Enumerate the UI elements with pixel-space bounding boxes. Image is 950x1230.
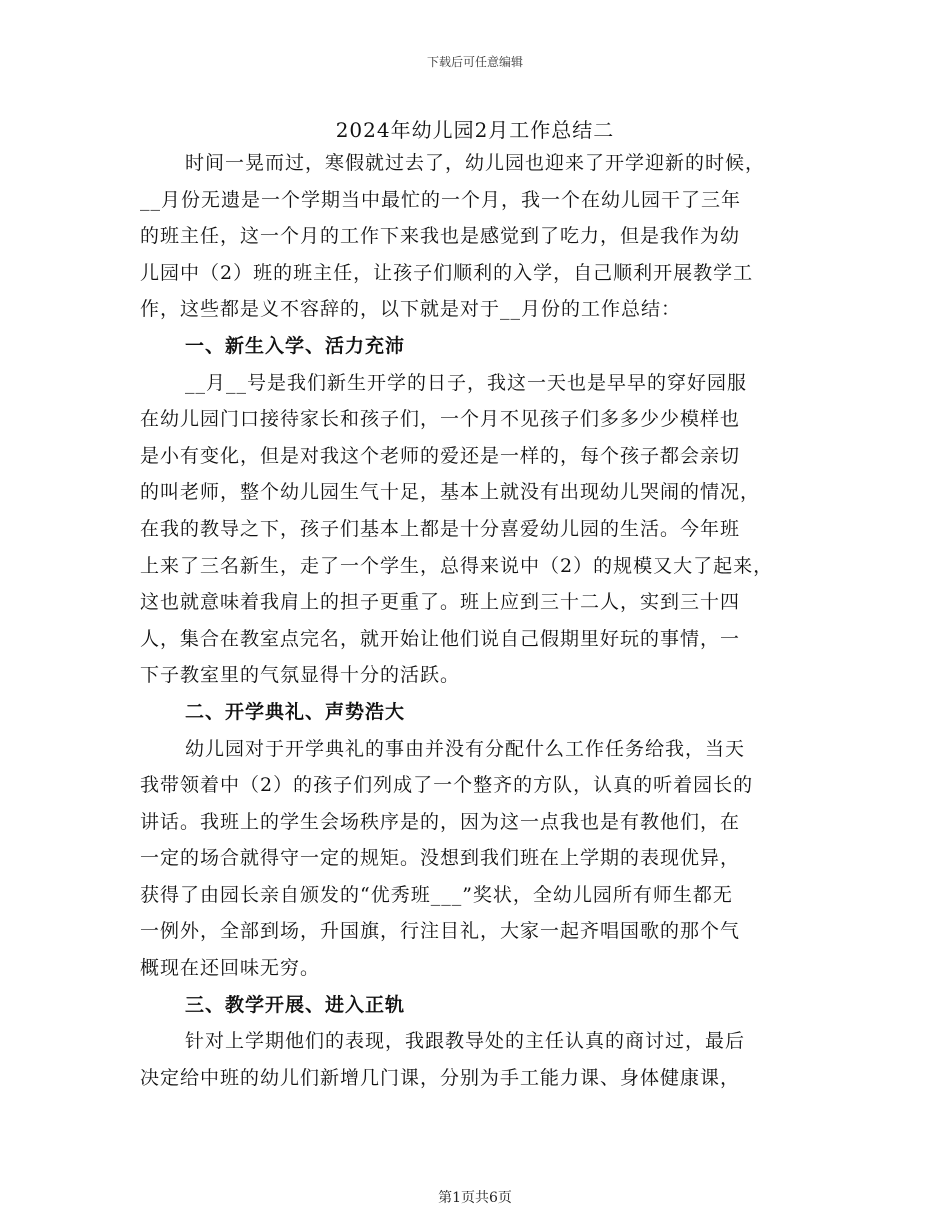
paragraph-line: 上来了三名新生，走了一个学生，总得来说中（2）的规模又大了起来， xyxy=(140,554,774,577)
paragraph-line: 人，集合在教室点完名，就开始让他们说自己假期里好玩的事情，一 xyxy=(140,627,741,650)
paragraph-line: 在我的教导之下，孩子们基本上都是十分喜爱幼儿园的生活。今年班 xyxy=(140,517,741,540)
paragraph-line: 是小有变化，但是对我这个老师的爱还是一样的，每个孩子都会亲切 xyxy=(140,444,741,467)
paragraph-line: 决定给中班的幼儿们新增几门课，分别为手工能力课、身体健康课， xyxy=(140,1066,741,1089)
document-title: 2024年幼儿园2月工作总结二 xyxy=(335,118,615,142)
paragraph-line: 时间一晃而过，寒假就过去了，幼儿园也迎来了开学迎新的时候， xyxy=(185,152,766,174)
section-heading: 三、教学开展、进入正轨 xyxy=(185,993,406,1016)
paragraph-line: 一例外，全部到场，升国旗，行注目礼，大家一起齐唱国歌的那个气 xyxy=(140,920,741,943)
page-number-footer: 第1页共6页 xyxy=(438,1190,512,1206)
paragraph-line: __月份无遗是一个学期当中最忙的一个月，我一个在幼儿园干了三年 xyxy=(140,188,742,211)
paragraph-line: 讲话。我班上的学生会场秩序是的，因为这一点我也是有教他们，在 xyxy=(140,810,741,833)
section-heading: 二、开学典礼、声势浩大 xyxy=(185,700,406,723)
paragraph-line: 概现在还回味无穷。 xyxy=(140,957,321,980)
section-heading: 一、新生入学、活力充沛 xyxy=(185,334,406,357)
paragraph-line: __月__号是我们新生开学的日子，我这一天也是早早的穿好园服 xyxy=(185,371,748,394)
paragraph-line: 的叫老师，整个幼儿园生气十足，基本上就没有出现幼儿哭闹的情况， xyxy=(140,481,761,504)
paragraph-line: 我带领着中（2）的孩子们列成了一个整齐的方队，认真的听着园长的 xyxy=(140,774,754,797)
paragraph-line: 针对上学期他们的表现，我跟教导处的主任认真的商讨过，最后 xyxy=(185,1030,746,1053)
paragraph-line: 一定的场合就得守一定的规矩。没想到我们班在上学期的表现优异， xyxy=(140,847,741,870)
paragraph-line: 这也就意味着我肩上的担子更重了。班上应到三十二人，实到三十四 xyxy=(140,591,741,614)
paragraph-line: 作，这些都是义不容辞的，以下就是对于__月份的工作总结： xyxy=(140,298,682,321)
header-note: 下载后可任意编辑 xyxy=(426,55,523,69)
paragraph-line: 下子教室里的气氛显得十分的活跃。 xyxy=(140,664,461,687)
paragraph-line: 在幼儿园门口接待家长和孩子们，一个月不见孩子们多多少少模样也 xyxy=(140,408,741,431)
paragraph-line: 幼儿园对于开学典礼的事由并没有分配什么工作任务给我，当天 xyxy=(185,737,746,760)
paragraph-line: 获得了由园长亲自颁发的“优秀班___”奖状，全幼儿园所有师生都无 xyxy=(140,883,733,906)
paragraph-line: 的班主任，这一个月的工作下来我也是感觉到了吃力，但是我作为幼 xyxy=(140,225,741,248)
document-body xyxy=(140,145,820,1096)
paragraph-line: 儿园中（2）班的班主任，让孩子们顺利的入学，自己顺利开展教学工 xyxy=(140,261,754,284)
